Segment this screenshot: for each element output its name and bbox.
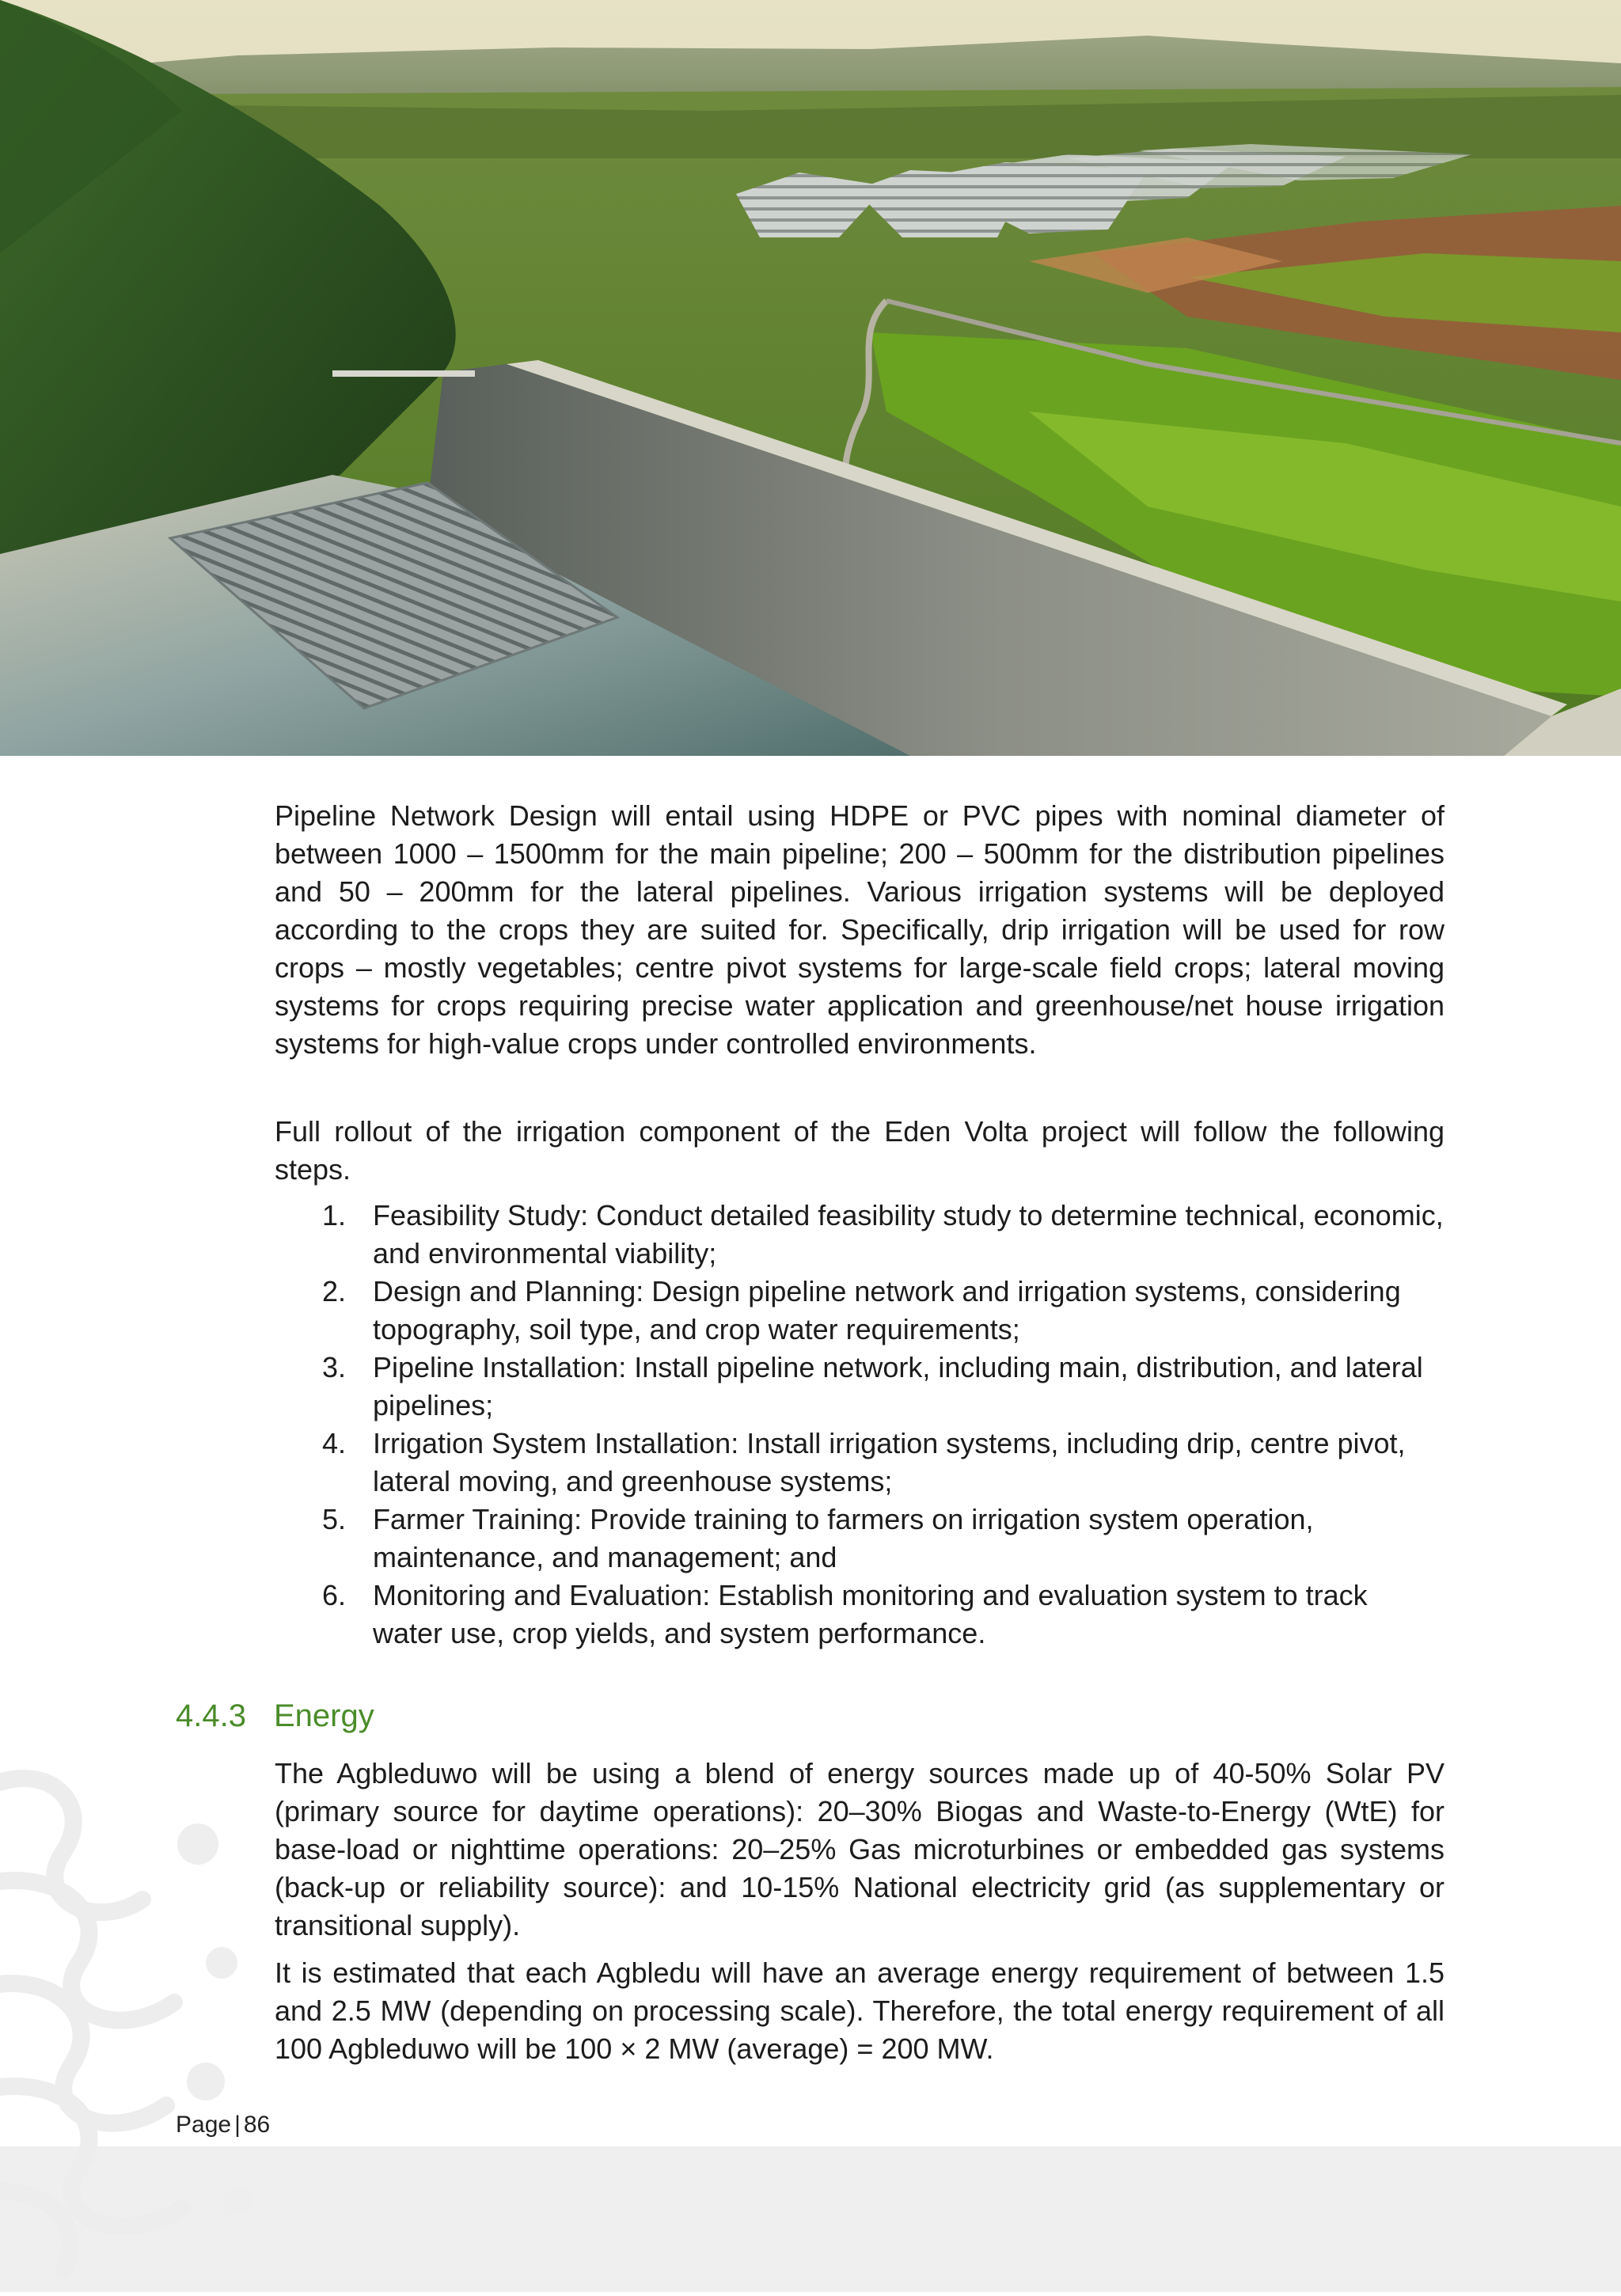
page-number [176,2109,270,2141]
list-item [275,1197,1444,1273]
section-title: Energy [274,1698,374,1733]
list-item-text: Irrigation System Installation: Install irrigation systems, including drip, centre pivot, lateral moving, and greenhouse systems; [373,1427,1406,1497]
rollout-steps-list [275,1197,1444,1653]
list-item-number: 4. [322,1427,347,1459]
aerial-dam-solar-farm-illustration [0,0,1621,756]
list-item-text: Feasibility Study: Conduct detailed feasibility study to determine technical, economic, and environmental viability; [373,1199,1444,1269]
list-item-number: 2. [322,1275,347,1307]
list-item-number: 6. [322,1579,347,1611]
page-label: Page [176,2112,232,2138]
list-item [275,1273,1444,1349]
list-item-text: Monitoring and Evaluation: Establish monitoring and evaluation system to track water use, crop yields, and system performance. [373,1579,1368,1649]
list-item [275,1577,1444,1653]
list-item [275,1425,1444,1501]
hero-photo [0,0,1621,756]
list-item-number: 5. [322,1503,347,1535]
rollout-intro-paragraph: Full rollout of the irrigation component of the Eden Volta project will follow the following steps. [275,1115,1444,1186]
pipeline-design-paragraph: Pipeline Network Design will entail using HDPE or PVC pipes with nominal diameter of between 1000 – 1500mm for the main pipeline; 200 – 500mm for the distribution pipelines and 50 – 200mm for the lateral pipelines. Various irrigation systems will be deployed according to the crops they are suited for. Specifically, drip irrigation will be used for row crops – mostly vegetables; centre pivot systems for large-scale field crops; lateral moving systems for crops requiring precise water application and greenhouse/net house irrigation systems for high-value crops under controlled environments. [275,799,1444,1060]
list-item-number: 3. [322,1351,347,1383]
energy-mix-paragraph: The Agbleduwo will be using a blend of energy sources made up of 40-50% Solar PV (primary source for daytime operations): 20–30% Biogas and Waste-to-Energy (WtE) for base-load or nighttime operations: 20–25% Gas microturbines or embedded gas systems (back-up or reliability source): and 10-15% National electricity grid (as supplementary or transitional supply). [275,1757,1444,1941]
list-item-text: Farmer Training: Provide training to farmers on irrigation system operation, maintenance, and management; and [373,1503,1314,1573]
list-item [275,1501,1444,1577]
list-item-text: Design and Planning: Design pipeline network and irrigation systems, considering topography, soil type, and crop water requirements; [373,1275,1401,1345]
energy-requirement-paragraph: It is estimated that each Agbledu will have an average energy requirement of between 1.5 and 2.5 MW (depending on processing scale). Therefore, the total energy requirement of all 100 Agbleduwo will be 100 × 2 MW (average) = 200 MW. [275,1956,1444,2065]
page-separator: | [234,2112,241,2138]
list-item-text: Pipeline Installation: Install pipeline network, including main, distribution, and lateral pipelines; [373,1351,1423,1421]
section-number: 4.4.3 [176,1698,246,1733]
page-number-value: 86 [243,2112,271,2138]
decorative-watermark-pattern [0,1725,301,2292]
section-heading-energy [176,1696,374,1736]
list-item [275,1349,1444,1425]
list-item-number: 1. [322,1199,347,1231]
